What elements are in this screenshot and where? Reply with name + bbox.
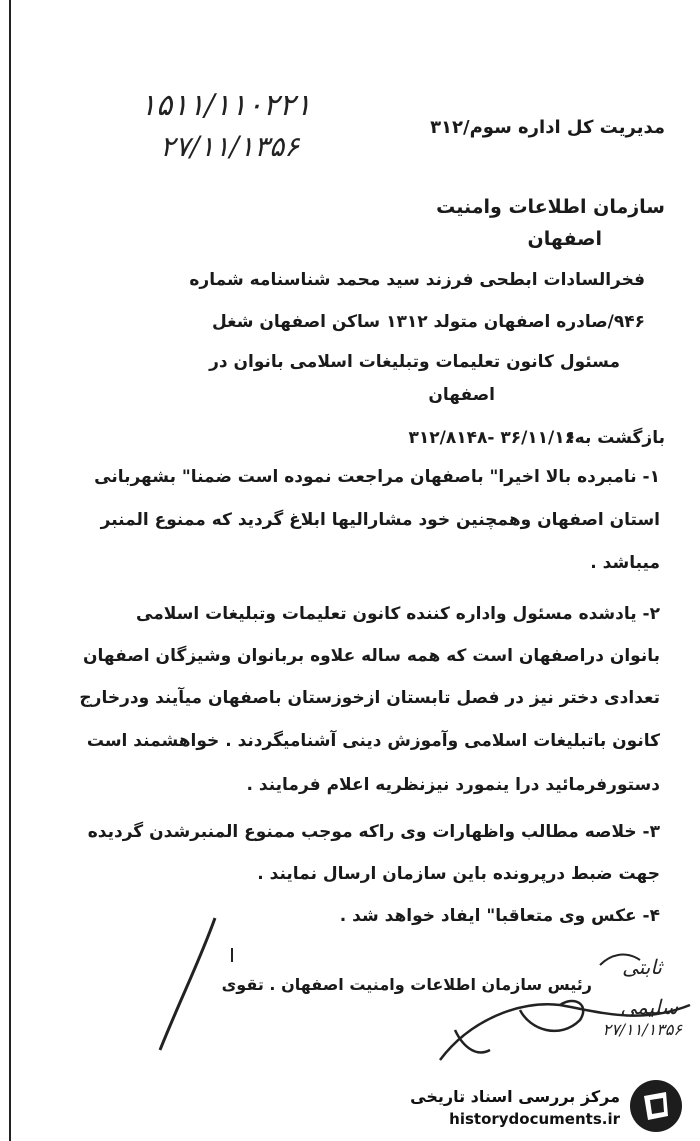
recipient-line: مدیریت کل اداره سوم/۳۱۲ [430, 117, 665, 138]
handwritten-date: ۲۷/۱۱/۱۳۵۶ [160, 130, 300, 163]
subject-line-3: مسئول کانون تعلیمات وتبلیغات اسلامی بانوان در [209, 352, 620, 372]
signature-title: رئیس سازمان اطلاعات وامنیت اصفهان . تقوی [221, 975, 592, 994]
paragraph-2-line-5: دستورفرمائید درا ینمورد نیزنظریه اعلام فرمایند . [246, 775, 660, 795]
paragraph-1-line-2: استان اصفهان وهمچنین خود مشارالیها ابلاغ گردید که ممنوع المنبر [100, 510, 660, 530]
paragraph-2-line-3: تعدادی دختر نیز در فصل تابستان ازخوزستان باصفهان میآیند ودرخارج [79, 688, 660, 708]
margin-note-top: ثابتی [622, 955, 662, 979]
subject-line-1: فخرالسادات ابطحی فرزند سید محمد شناسنامه شماره [189, 270, 645, 290]
page-margin-line [9, 0, 11, 1141]
paragraph-3-line-2: جهت ضبط درپرونده باین سازمان ارسال نمایند . [257, 864, 660, 884]
addressee-org: سازمان اطلاعات وامنیت [436, 196, 665, 218]
addressee-city: اصفهان [527, 228, 602, 250]
paragraph-2-line-4: کانون باتبلیغات اسلامی وآموزش دینی آشنامیگردند . خواهشمند است [86, 731, 660, 751]
subject-line-2: ۹۴۶/صادره اصفهان متولد ۱۳۱۲ ساکن اصفهان شغل [211, 312, 645, 332]
paragraph-3-line-1: ۳- خلاصه مطالب واظهارات وی راکه موجب ممنوع المنبرشدن گردیده [87, 822, 660, 842]
paragraph-2-line-2: بانوان دراصفهان است که همه ساله علاوه بربانوان وشیزگان اصفهان [83, 646, 660, 666]
archive-logo-icon [630, 1080, 682, 1132]
paragraph-4-line-1: ۴- عکس وی متعاقبا" ایفاد خواهد شد . [339, 906, 660, 926]
reference-value: ۳۱۲/۸۱۴۸- ۳۶/۱۱/۱۶ [408, 428, 575, 448]
watermark-url: historydocuments.ir [449, 1110, 620, 1128]
paragraph-1-line-3: میباشد . [590, 553, 660, 573]
handwritten-reference-number: ۱۵۱۱/۱۱۰۲۲۱ [140, 88, 312, 123]
reference-label: بازگشت به: [567, 428, 665, 448]
subject-line-4: اصفهان [428, 385, 495, 405]
paragraph-2-line-1: ۲- یادشده مسئول واداره کننده کانون تعلیمات وتبلیغات اسلامی [136, 604, 660, 624]
margin-note-mid: سلیمی [620, 995, 678, 1019]
paragraph-1-line-1: ۱- نامبرده بالا اخیرا" باصفهان مراجعت نموده است ضمنا" بشهربانی [94, 467, 660, 487]
margin-note-date: ۲۷/۱۱/۱۳۵۶ [602, 1020, 682, 1039]
watermark-name: مرکز بررسی اسناد تاریخی [410, 1087, 620, 1106]
